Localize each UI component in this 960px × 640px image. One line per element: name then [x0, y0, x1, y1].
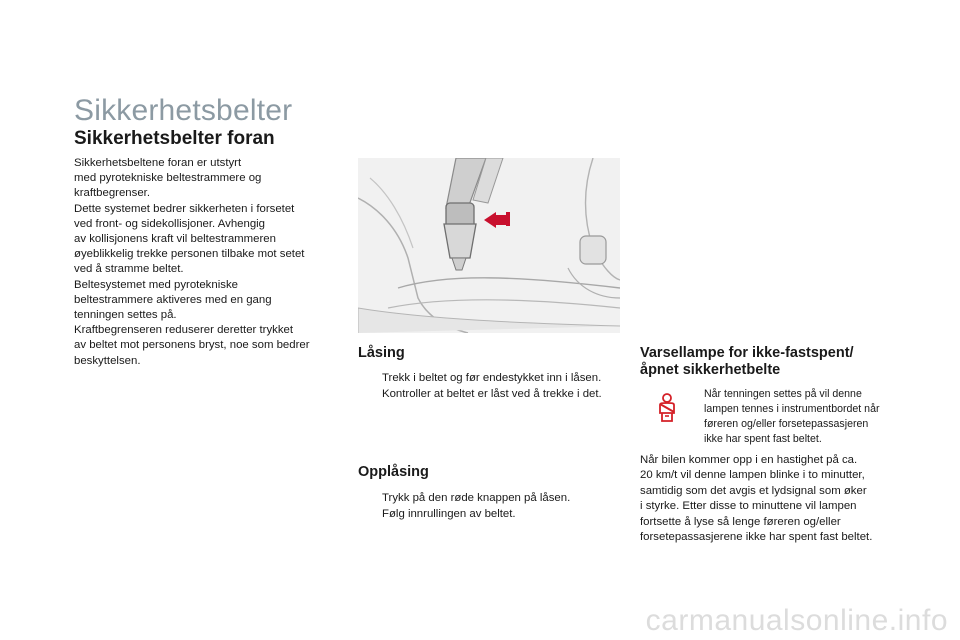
warning-heading-line: åpnet sikkerhetbelte — [640, 362, 781, 378]
intro-line: kraftbegrenser. — [74, 187, 150, 200]
intro-line: tenningen settes på. — [74, 309, 177, 322]
warning-speed-text — [640, 453, 910, 545]
text-line: Når tenningen settes på vil denne — [704, 388, 862, 400]
text-line: Når bilen kommer opp i en hastighet på ca. — [640, 454, 858, 466]
list-item-text: Kontroller at beltet er låst ved å trekke i det. — [382, 388, 602, 400]
list-item-text: Trykk på den røde knappen på låsen. — [382, 492, 571, 504]
intro-paragraph — [74, 156, 344, 369]
section-title: Sikkerhetsbelter foran — [74, 128, 275, 149]
page-title: Sikkerhetsbelter — [74, 94, 293, 127]
text-line: fortsette å lyse så lenge føreren og/eller — [640, 515, 841, 528]
seatbelt-buckle-drawing — [358, 158, 620, 333]
intro-line: Sikkerhetsbeltene foran er utstyrt — [74, 157, 242, 169]
intro-line: Dette systemet bedrer sikkerheten i forsetet — [74, 202, 295, 215]
intro-line: av kollisjonens kraft vil beltestrammeren — [74, 233, 276, 246]
list-item — [362, 370, 632, 386]
list-item — [362, 490, 622, 506]
intro-line: beskyttelsen. — [74, 354, 141, 367]
list-item-text: Trekk i beltet og før endestykket inn i låsen. — [382, 372, 602, 384]
seatbelt-warning-icon — [654, 393, 680, 423]
text-line: føreren og/eller forsetepassasjeren — [704, 418, 869, 430]
warning-heading — [640, 345, 910, 379]
seatbelt-buckle-illustration — [358, 158, 620, 333]
text-line: forsetepassasjerene ikke har spent fast beltet. — [640, 531, 873, 544]
list-item-text: Følg innrullingen av beltet. — [382, 508, 516, 520]
text-line: samtidig som det avgis et lydsignal som øker — [640, 484, 867, 497]
list-item — [362, 386, 632, 402]
intro-line: av beltet mot personens bryst, noe som bedrer — [74, 339, 310, 352]
intro-line: ved å stramme beltet. — [74, 263, 184, 276]
intro-line: Beltesystemet med pyrotekniske — [74, 278, 238, 291]
list-item — [362, 506, 622, 522]
locking-list — [362, 370, 632, 402]
intro-line: ved front- og sidekollisjoner. Avhengig — [74, 217, 266, 230]
text-line: lampen tennes i instrumentbordet når — [704, 403, 880, 415]
unlocking-heading: Opplåsing — [358, 464, 429, 480]
intro-line: beltestrammere aktiveres med en gang — [74, 293, 272, 306]
intro-line: øyeblikkelig trekke personen tilbake mot setet — [74, 248, 305, 261]
unlocking-list — [362, 490, 622, 522]
warning-heading-line: Varsellampe for ikke-fastspent/ — [640, 345, 854, 361]
intro-line: Kraftbegrenseren reduserer deretter trykket — [74, 324, 294, 337]
locking-heading: Låsing — [358, 345, 405, 361]
text-line: ikke har spent fast beltet. — [704, 433, 822, 445]
warning-lamp-text — [704, 387, 904, 447]
text-line: i styrke. Etter disse to minuttene vil lampen — [640, 500, 857, 513]
watermark: carmanualsonline.info — [645, 604, 948, 637]
text-line: 20 km/t vil denne lampen blinke i to minutter, — [640, 469, 865, 482]
intro-line: med pyrotekniske beltestrammere og — [74, 172, 262, 185]
